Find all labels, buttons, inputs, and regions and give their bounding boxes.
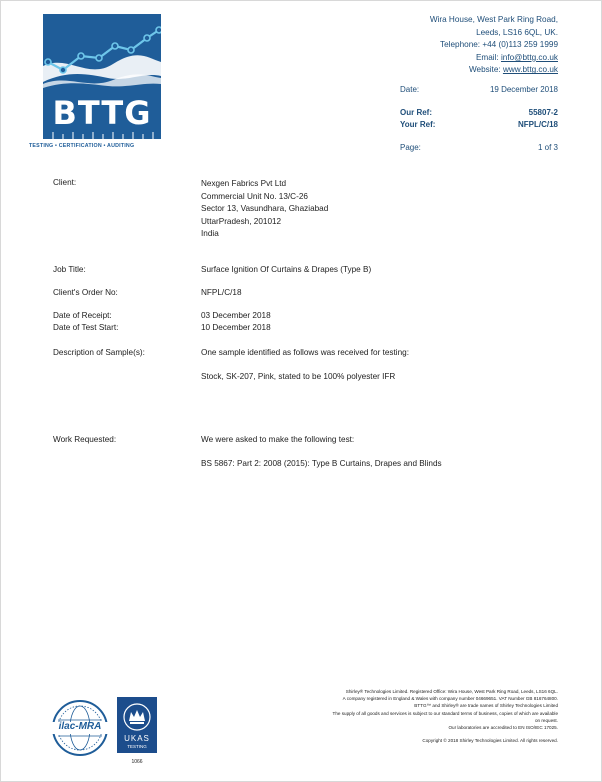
footer-legal xyxy=(333,688,558,744)
website-row xyxy=(430,64,558,77)
description-label: Description of Sample(s): xyxy=(53,348,145,357)
ukas-logo xyxy=(117,697,157,753)
test-standard: BS 5867: Part 2: 2008 (2015): Type B Curtains, Drapes and Blinds xyxy=(201,459,442,468)
footer-line: The supply of all goods and services is subject to our standard terms of business, copies of which are available xyxy=(332,710,558,716)
logo-wordmark: BTTG xyxy=(52,94,152,132)
email-label: Email: xyxy=(475,52,501,62)
ukas-text: UKAS xyxy=(124,734,150,743)
footer-line: Shirley® Technologies Limited. Registered Office: Wira House, West Park Ring Road, Leeds, LS16 6QL. xyxy=(345,689,558,694)
ukas-number: 1066 xyxy=(131,759,143,765)
address-line-2: Leeds, LS16 6QL, UK. xyxy=(476,27,558,37)
footer-copyright: Copyright © 2018 Shirley Technologies Limited. All rights reserved. xyxy=(422,738,558,744)
ilac-mra-logo xyxy=(50,698,110,758)
client-label: Client: xyxy=(53,178,77,187)
work-label: Work Requested: xyxy=(53,435,117,444)
email-link[interactable]: info@bttg.co.uk xyxy=(500,52,558,62)
website-label: Website: xyxy=(468,65,503,75)
our-ref-label: Our Ref: xyxy=(400,108,432,117)
receipt-value: 03 December 2018 xyxy=(201,311,271,320)
page-value: 1 of 3 xyxy=(537,143,558,152)
work-intro: We were asked to make the following test: xyxy=(201,435,355,444)
date-label: Date: xyxy=(400,85,420,94)
your-ref-value: NFPL/C/18 xyxy=(517,120,558,129)
order-no-value: NFPL/C/18 xyxy=(201,288,242,297)
client-line: Sector 13, Vasundhara, Ghaziabad xyxy=(201,204,329,214)
address-line-1: Wira House, West Park Ring Road, xyxy=(429,15,558,24)
footer-line: BTTG™ and Shirley® are trade names of Shirley Technologies Limited xyxy=(414,703,558,709)
bttg-logo xyxy=(43,14,161,139)
page-label: Page: xyxy=(400,143,421,152)
test-start-label: Date of Test Start: xyxy=(53,323,119,332)
our-ref-value: 55807-2 xyxy=(528,108,558,117)
description-intro: One sample identified as follows was received for testing: xyxy=(201,348,409,357)
telephone: Telephone: +44 (0)113 259 1999 xyxy=(440,40,558,50)
date-value: 19 December 2018 xyxy=(489,85,558,94)
client-line: Nexgen Fabrics Pvt Ltd xyxy=(201,179,287,188)
client-line: India xyxy=(201,229,219,239)
footer-line: A company registered in England & Wales with company number 04669651. VAT Number GB 816764800. xyxy=(342,696,558,702)
company-address xyxy=(430,14,558,77)
client-address xyxy=(201,178,328,241)
logo-tagline: TESTING • CERTIFICATION • AUDITING xyxy=(29,143,135,149)
your-ref-label: Your Ref: xyxy=(400,120,436,129)
email-row xyxy=(430,52,558,65)
sample-description: Stock, SK-207, Pink, stated to be 100% polyester IFR xyxy=(201,372,396,381)
test-start-value: 10 December 2018 xyxy=(201,323,271,332)
ukas-sub: TESTING xyxy=(127,744,147,749)
job-title-value: Surface Ignition Of Curtains & Drapes (Type B) xyxy=(201,265,372,274)
job-title-label: Job Title: xyxy=(53,265,86,274)
order-no-label: Client's Order No: xyxy=(53,288,118,297)
ilac-text: ilac-MRA xyxy=(58,721,102,732)
client-line: Commercial Unit No. 13/C-26 xyxy=(201,191,308,201)
receipt-label: Date of Receipt: xyxy=(53,311,112,320)
footer-line: Our laboratories are accredited to EN ISO/IEC 17025. xyxy=(448,725,558,731)
client-line: UttarPradesh, 201012 xyxy=(201,216,282,226)
website-link[interactable]: www.bttg.co.uk xyxy=(502,65,558,75)
footer-line: on request. xyxy=(535,717,558,723)
